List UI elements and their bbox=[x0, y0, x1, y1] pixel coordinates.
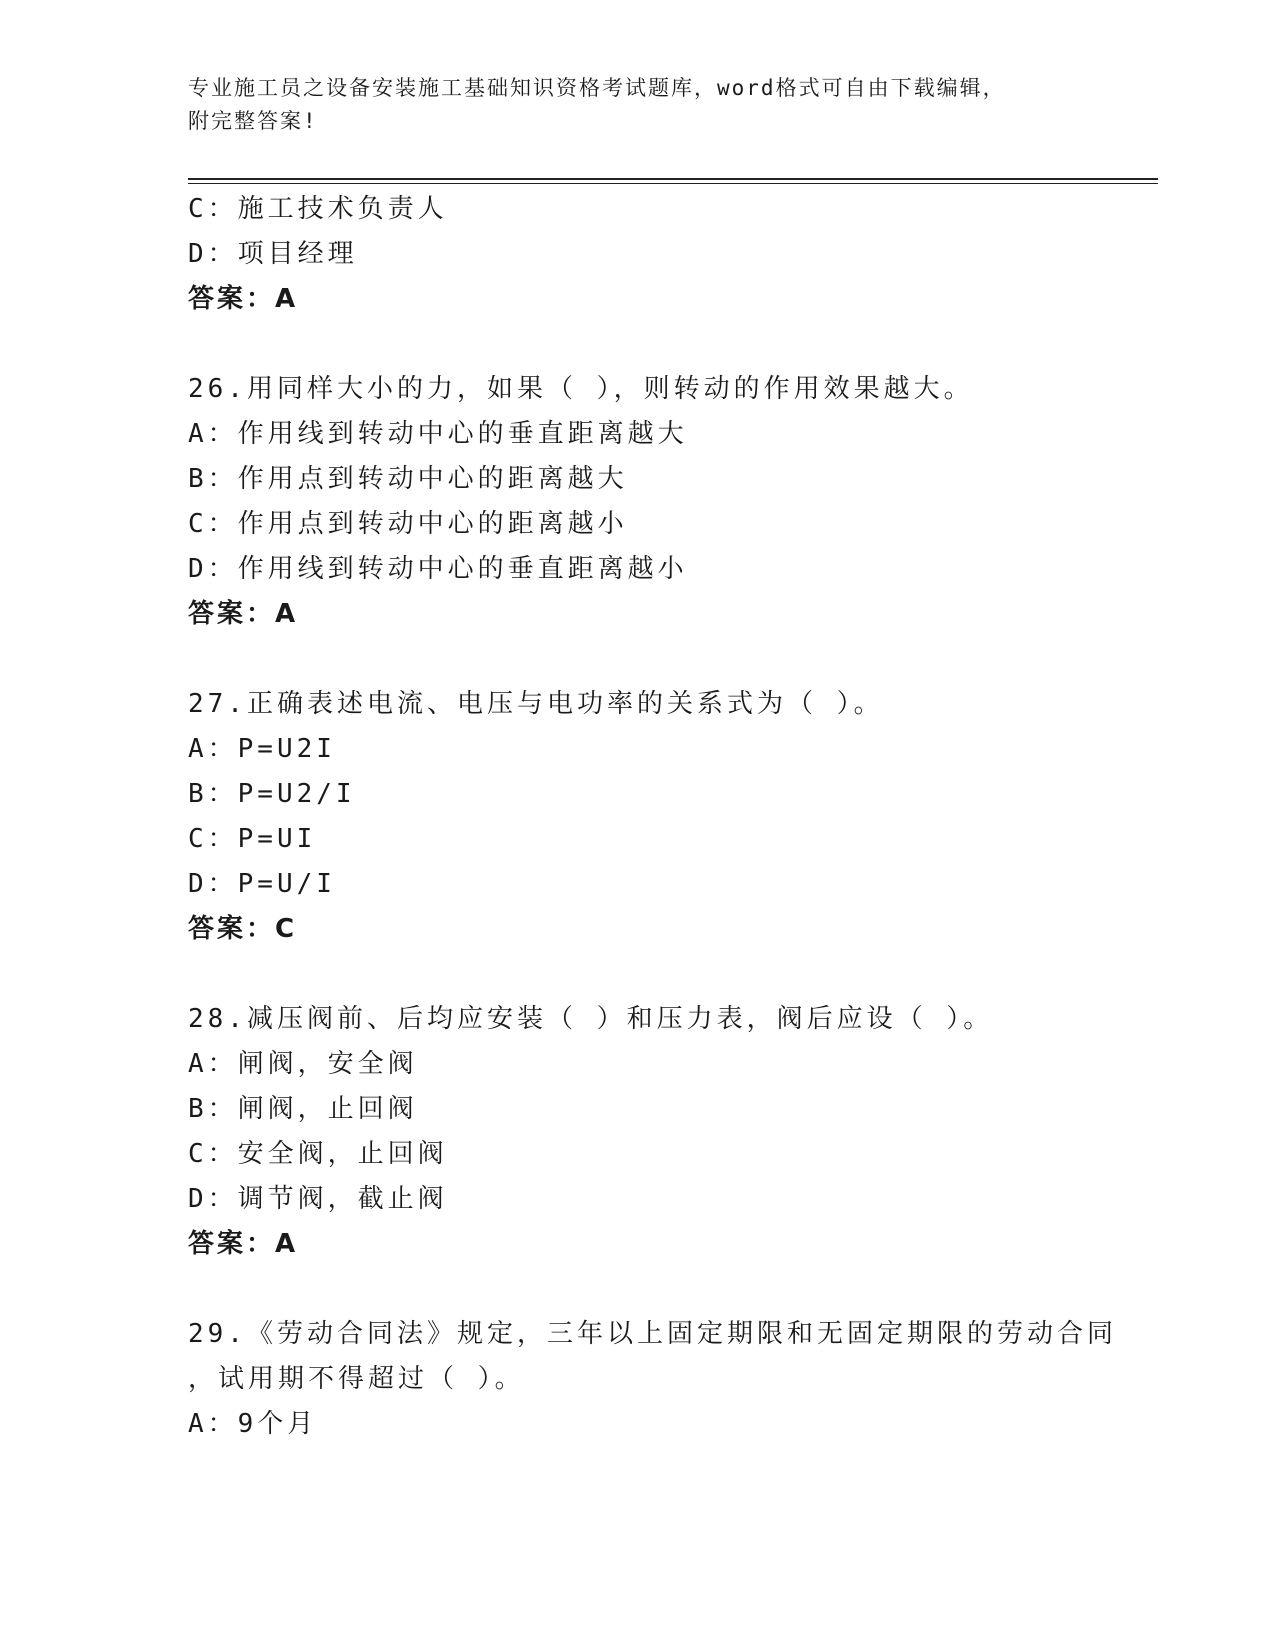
header-divider-thick bbox=[188, 178, 1158, 180]
question-28: 28.减压阀前、后均应安装（ ）和压力表，阀后应设（ ）。 bbox=[188, 1004, 994, 1034]
option-c: C：施工技术负责人 bbox=[188, 194, 448, 224]
question-27-option-d: D：P=U/I bbox=[188, 869, 336, 899]
header-divider-thin bbox=[188, 183, 1158, 184]
question-26-option-a: A：作用线到转动中心的垂直距离越大 bbox=[188, 419, 688, 449]
question-26-option-c: C：作用点到转动中心的距离越小 bbox=[188, 509, 628, 539]
answer-26: 答案：A bbox=[188, 599, 299, 629]
answer-25: 答案：A bbox=[188, 284, 299, 314]
question-29-option-a: A：9个月 bbox=[188, 1409, 318, 1439]
answer-28: 答案：A bbox=[188, 1229, 299, 1259]
question-27-option-b: B：P=U2/I bbox=[188, 779, 356, 809]
question-28-option-a: A：闸阀，安全阀 bbox=[188, 1049, 418, 1079]
question-26-option-d: D：作用线到转动中心的垂直距离越小 bbox=[188, 554, 688, 584]
answer-27: 答案：C bbox=[188, 914, 298, 944]
question-26-option-b: B：作用点到转动中心的距离越大 bbox=[188, 464, 628, 494]
option-d: D：项目经理 bbox=[188, 239, 358, 269]
question-27-option-a: A：P=U2I bbox=[188, 734, 336, 764]
document-header bbox=[188, 72, 1088, 138]
question-27-option-c: C：P=UI bbox=[188, 824, 317, 854]
header-line-1: 专业施工员之设备安装施工基础知识资格考试题库，word格式可自由下载编辑， bbox=[188, 76, 1006, 100]
question-27: 27.正确表述电流、电压与电功率的关系式为（ ）。 bbox=[188, 689, 884, 719]
header-line-2: 附完整答案! bbox=[188, 109, 318, 133]
question-29: 29.《劳动合同法》规定，三年以上固定期限和无固定期限的劳动合同 bbox=[188, 1319, 1117, 1349]
question-28-option-d: D：调节阀，截止阀 bbox=[188, 1184, 448, 1214]
question-26: 26.用同样大小的力，如果（ ），则转动的作用效果越大。 bbox=[188, 374, 974, 404]
question-28-option-c: C：安全阀，止回阀 bbox=[188, 1139, 448, 1169]
question-28-option-b: B：闸阀，止回阀 bbox=[188, 1094, 418, 1124]
question-29-continued: ，试用期不得超过（ ）。 bbox=[188, 1364, 525, 1394]
